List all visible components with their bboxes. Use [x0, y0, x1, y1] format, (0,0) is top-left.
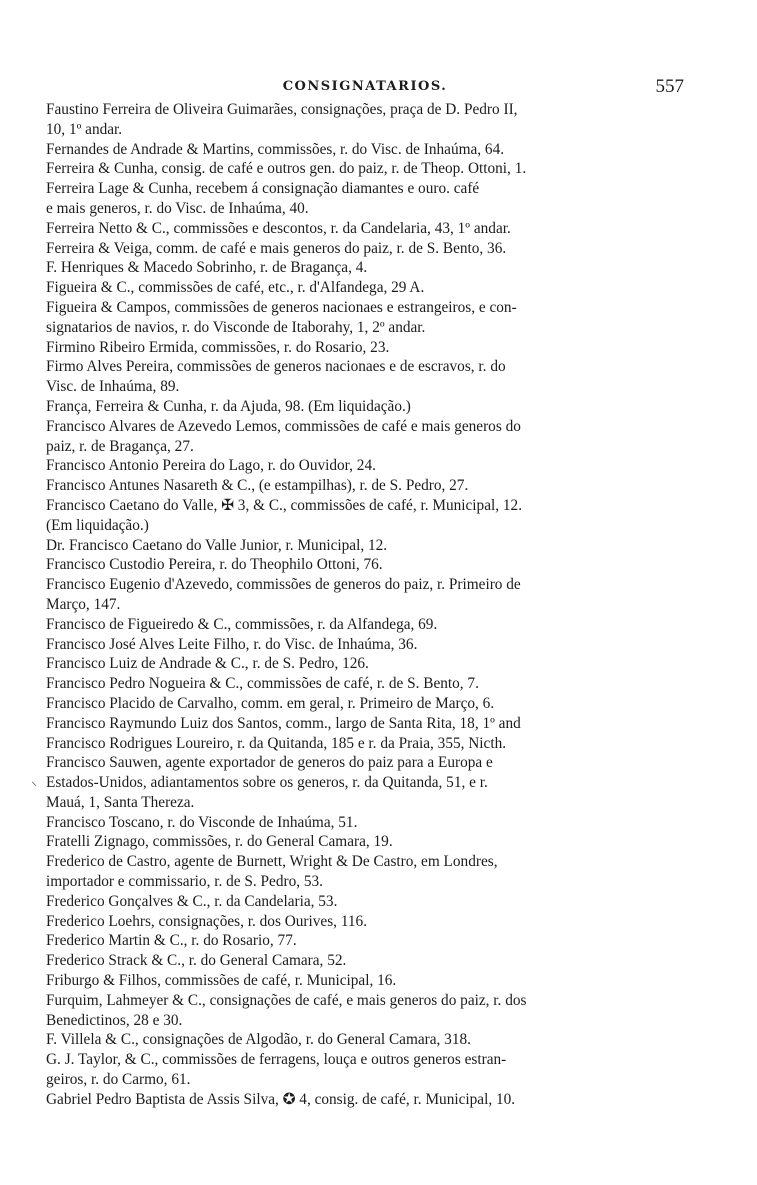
entry-line: Francisco Rodrigues Loureiro, r. da Quitanda, 185 e r. da Praia, 355, Nicth. [46, 734, 507, 752]
entry-line: Francisco Antonio Pereira do Lago, r. do Ouvidor, 24. [46, 457, 376, 475]
directory-entry [46, 991, 684, 1031]
directory-entry [46, 258, 684, 278]
entry-line: Frederico Gonçalves & C., r. da Candelaria, 53. [46, 892, 338, 910]
entry-line: Figueira & Campos, commissões de generos nacionaes e estrangeiros, e con- [46, 298, 517, 316]
directory-entry [46, 892, 684, 912]
directory-entry [46, 140, 684, 160]
directory-entry [46, 338, 684, 358]
entry-line: Francisco de Figueiredo & C., commissões, r. da Alfandega, 69. [46, 615, 438, 633]
page-header [46, 76, 684, 98]
entry-line: Francisco Caetano do Valle, ✠ 3, & C., commissões de café, r. Municipal, 12. [46, 496, 523, 514]
entry-line: Francisco José Alves Leite Filho, r. do Visc. de Inhaúma, 36. [46, 635, 418, 653]
entry-continuation-line: signatarios de navios, r. do Visconde de Itaborahy, 1, 2º andar. [46, 318, 426, 336]
entry-line: Francisco Pedro Nogueira & C., commissões de café, r. de S. Bento, 7. [46, 675, 479, 693]
directory-entry [46, 694, 684, 714]
entry-line: França, Ferreira & Cunha, r. da Ajuda, 98. (Em liquidação.) [46, 397, 411, 415]
directory-entry [46, 832, 684, 852]
entry-line: Frederico Loehrs, consignações, r. dos Ourives, 116. [46, 912, 368, 930]
directory-entry [46, 476, 684, 496]
entry-continuation-line: importador e commissario, r. de S. Pedro, 53. [46, 873, 324, 891]
entry-line: Firmino Ribeiro Ermida, commissões, r. do Rosario, 23. [46, 338, 390, 356]
directory-entry [46, 912, 684, 932]
directory-entry [46, 813, 684, 833]
entry-line: Firmo Alves Pereira, commissões de generos nacionaes e de escravos, r. do [46, 358, 506, 376]
entry-continuation-line: 10, 1º andar. [46, 120, 123, 138]
directory-entry [46, 734, 684, 754]
directory-entry [46, 931, 684, 951]
entry-line: Fratelli Zignago, commissões, r. do General Camara, 19. [46, 833, 393, 851]
entry-continuation-line: Estados-Unidos, adiantamentos sobre os generos, r. da Quitanda, 51, e r. [46, 774, 488, 792]
entry-line: F. Henriques & Macedo Sobrinho, r. de Bragança, 4. [46, 259, 368, 277]
entry-line: Frederico Martin & C., r. do Rosario, 77. [46, 932, 297, 950]
directory-entry [46, 971, 684, 991]
entry-line: Fernandes de Andrade & Martins, commissões, r. do Visc. de Inhaúma, 64. [46, 140, 505, 158]
entry-continuation-line: Visc. de Inhaúma, 89. [46, 378, 180, 396]
directory-entry [46, 159, 684, 179]
directory-entry [46, 357, 684, 397]
entry-line: Furquim, Lahmeyer & C., consignações de café, e mais generos do paiz, r. dos [46, 991, 527, 1009]
directory-entry [46, 239, 684, 259]
entry-line: Ferreira & Cunha, consig. de café e outros gen. do paiz, r. de Theop. Ottoni, 1. [46, 160, 527, 178]
entry-line: Frederico Strack & C., r. do General Camara, 52. [46, 952, 347, 970]
directory-entry [46, 654, 684, 674]
entry-line: Francisco Custodio Pereira, r. do Theophilo Ottoni, 76. [46, 556, 383, 574]
entry-continuation-line: geiros, r. do Carmo, 61. [46, 1071, 191, 1089]
entry-line: Dr. Francisco Caetano do Valle Junior, r. Municipal, 12. [46, 536, 388, 554]
directory-entry [46, 1050, 684, 1090]
entry-line: Francisco Eugenio d'Azevedo, commissões de generos do paiz, r. Primeiro de [46, 576, 521, 594]
entry-line: Gabriel Pedro Baptista de Assis Silva, ✪ 4, consig. de café, r. Municipal, 10. [46, 1090, 516, 1108]
entry-line: Francisco Alvares de Azevedo Lemos, commissões de café e mais generos do [46, 417, 521, 435]
entry-line: Ferreira Lage & Cunha, recebem á consignação diamantes e ouro. café [46, 180, 480, 198]
entry-continuation-line: paiz, r. de Bragança, 27. [46, 437, 194, 455]
entry-line: Friburgo & Filhos, commissões de café, r. Municipal, 16. [46, 972, 397, 990]
entry-continuation-line: (Em liquidação.) [46, 516, 149, 534]
entry-line: Francisco Raymundo Luiz dos Santos, comm., largo de Santa Rita, 18, 1º and [46, 714, 521, 732]
directory-entry [46, 714, 684, 734]
margin-mark: ⸜ [31, 774, 38, 788]
entry-continuation-line: e mais generos, r. do Visc. de Inhaúma, 40. [46, 199, 309, 217]
directory-entry [46, 100, 684, 140]
entry-line: G. J. Taylor, & C., commissões de ferragens, louça e outros generos estran- [46, 1051, 507, 1069]
entry-line: Francisco Luiz de Andrade & C., r. de S. Pedro, 126. [46, 655, 369, 673]
directory-entry [46, 496, 684, 536]
entry-line: Ferreira Netto & C., commissões e descontos, r. da Candelaria, 43, 1º andar. [46, 219, 511, 237]
directory-entry [46, 1090, 684, 1110]
directory-entry [46, 417, 684, 457]
directory-entry [46, 575, 684, 615]
entry-list [46, 100, 684, 1110]
entry-line: Faustino Ferreira de Oliveira Guimarães, consignações, praça de D. Pedro II, [46, 101, 518, 118]
directory-entry [46, 278, 684, 298]
entry-continuation-line: Benedictinos, 28 e 30. [46, 1011, 183, 1029]
directory-entry [46, 1030, 684, 1050]
entry-line: Ferreira & Veiga, comm. de café e mais generos do paiz, r. de S. Bento, 36. [46, 239, 507, 257]
entry-line: Francisco Antunes Nasareth & C., (e estampilhas), r. de S. Pedro, 27. [46, 477, 469, 495]
directory-entry [46, 456, 684, 476]
directory-entry [46, 951, 684, 971]
entry-continuation-line: Março, 147. [46, 595, 121, 613]
entry-line: Francisco Sauwen, agente exportador de generos do paiz para a Europa e [46, 754, 493, 772]
directory-entry [46, 536, 684, 556]
entry-continuation-line: Mauá, 1, Santa Thereza. [46, 793, 195, 811]
directory-entry [46, 219, 684, 239]
entry-line: Francisco Toscano, r. do Visconde de Inhaúma, 51. [46, 813, 358, 831]
entry-line: F. Villela & C., consignações de Algodão, r. do General Camara, 318. [46, 1031, 471, 1049]
page-number: 557 [655, 76, 684, 97]
directory-entry [46, 753, 684, 812]
directory-entry [46, 615, 684, 635]
entry-line: Figueira & C., commissões de café, etc., r. d'Alfandega, 29 A. [46, 279, 425, 297]
directory-entry [46, 179, 684, 219]
directory-entry [46, 397, 684, 417]
entry-line: Francisco Placido de Carvalho, comm. em geral, r. Primeiro de Março, 6. [46, 694, 495, 712]
directory-entry [46, 555, 684, 575]
directory-entry [46, 852, 684, 892]
running-head: CONSIGNATARIOS. [282, 79, 448, 94]
directory-entry [46, 298, 684, 338]
directory-entry [46, 635, 684, 655]
directory-entry [46, 674, 684, 694]
entry-line: Frederico de Castro, agente de Burnett, Wright & De Castro, em Londres, [46, 853, 498, 871]
